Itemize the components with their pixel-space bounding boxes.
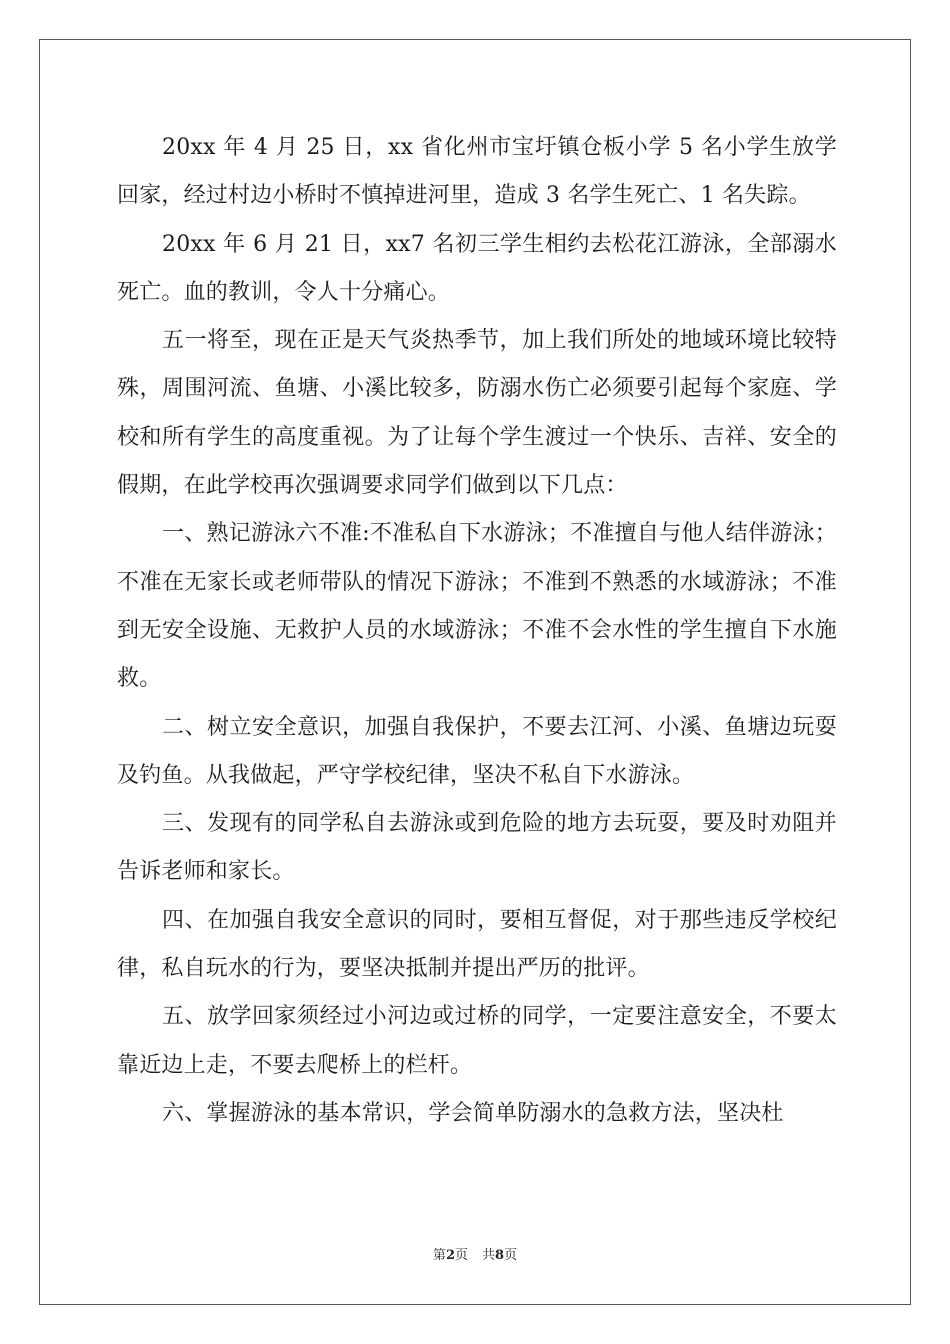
paragraph-rule-2: 二、树立安全意识，加强自我保护，不要去江河、小溪、鱼塘边玩耍及钓鱼。从我做起，严守学校纪律，坚决不私自下水游泳。	[117, 714, 837, 788]
paragraph-incident-2: 20xx 年 6 月 21 日，xx7 名初三学生相约去松花江游泳，全部溺水死亡。血的教训，令人十分痛心。	[117, 231, 837, 305]
total-pages: 8	[495, 1248, 505, 1263]
total-prefix: 共	[482, 1248, 496, 1263]
paragraph-intro: 五一将至，现在正是天气炎热季节，加上我们所处的地域环境比较特殊，周围河流、鱼塘、小溪比较多，防溺水伤亡必须要引起每个家庭、学校和所有学生的高度重视。为了让每个学生渡过一个快乐、吉祥、安全的假期，在此学校再次强调要求同学们做到以下几点：	[117, 328, 837, 499]
page-prefix: 第	[432, 1248, 446, 1263]
page-number: 2	[445, 1248, 455, 1263]
paragraph-rule-3: 三、发现有的同学私自去游泳或到危险的地方去玩耍，要及时劝阻并告诉老师和家长。	[117, 811, 837, 885]
paragraph-incident-1: 20xx 年 4 月 25 日，xx 省化州市宝圩镇仓板小学 5 名小学生放学回家，经过村边小桥时不慎掉进河里，造成 3 名学生死亡、1 名失踪。	[117, 135, 837, 209]
paragraph-rule-1: 一、熟记游泳六不准:不准私自下水游泳；不准擅自与他人结伴游泳；不准在无家长或老师带队的情况下游泳；不准到不熟悉的水域游泳；不准到无安全设施、无救护人员的水域游泳；不准不会水性的学生擅自下水施救。	[117, 521, 837, 692]
total-suffix: 页	[504, 1248, 518, 1263]
paragraph-rule-4: 四、在加强自我安全意识的同时，要相互督促，对于那些违反学校纪律，私自玩水的行为，要坚决抵制并提出严历的批评。	[117, 907, 837, 982]
page-footer	[0, 1244, 950, 1263]
paragraph-rule-5: 五、放学回家须经过小河边或过桥的同学，一定要注意安全，不要太靠近边上走，不要去爬桥上的栏杆。	[117, 1004, 837, 1078]
page-suffix: 页	[454, 1248, 468, 1263]
paragraph-rule-6: 六、掌握游泳的基本常识，学会简单防溺水的急救方法，坚决杜	[162, 1100, 784, 1126]
document-body	[117, 124, 837, 1138]
